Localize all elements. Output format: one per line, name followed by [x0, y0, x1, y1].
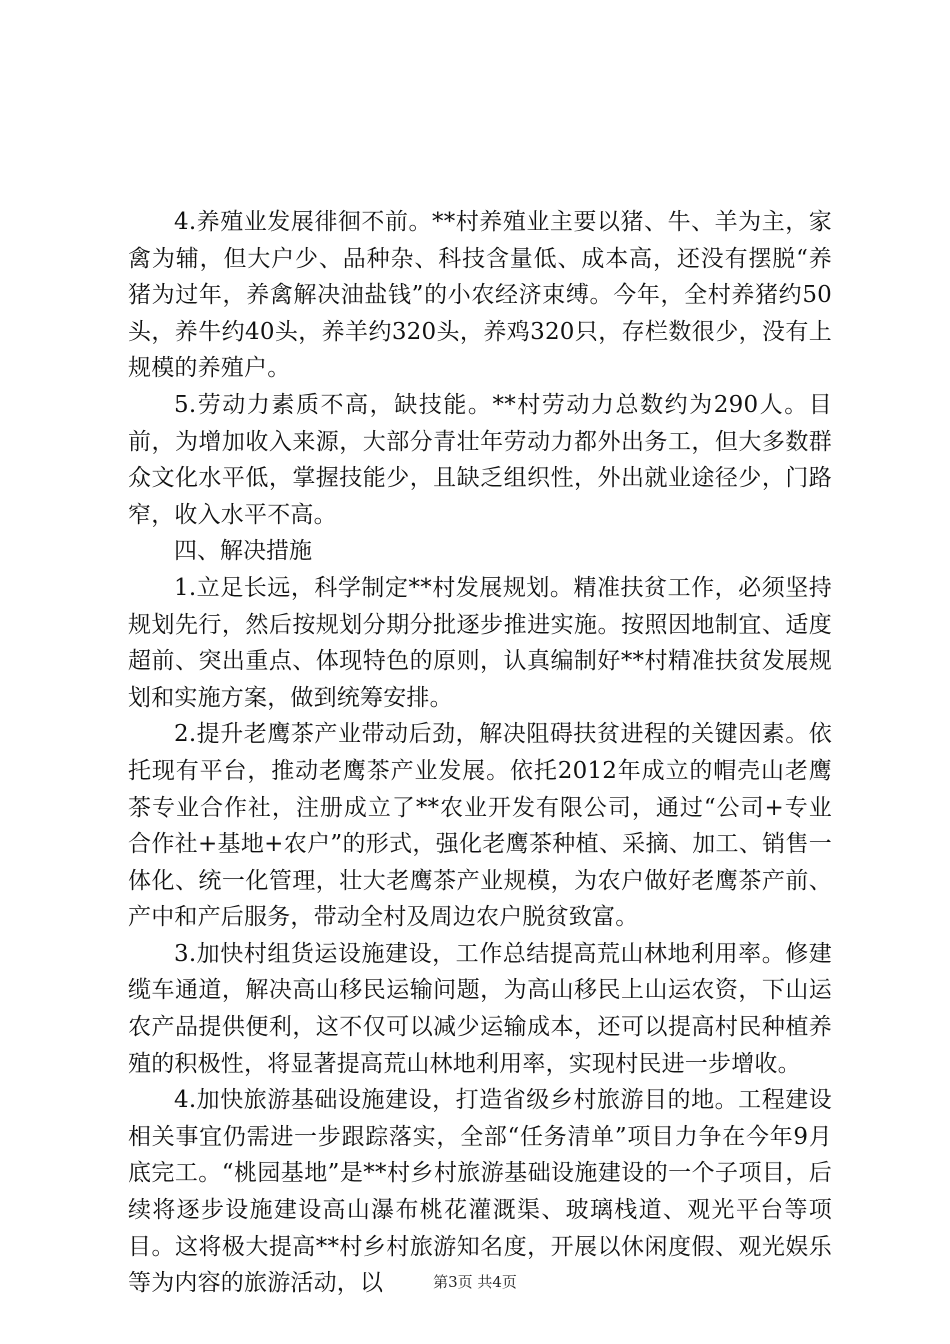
section-heading-measures: 四、解决措施	[174, 538, 312, 565]
paragraph-tea-industry: 2.提升老鹰茶产业带动后劲，解决阻碍扶贫进程的关键因素。依托现有平台，推动老鹰茶产业发展。依托2012年成立的帽壳山老鹰茶专业合作社，注册成立了**农业开发有限公司，通过“公司+专业合作社+基地+农户”的形式，强化老鹰茶种植、采摘、加工、销售一体化、统一化管理，壮大老鹰茶产业规模，为农户做好老鹰茶产前、产中和产后服务，带动全村及周边农户脱贫致富。	[128, 721, 832, 931]
page-footer: 第3页 共4页	[433, 1273, 517, 1291]
paragraph-livestock: 4.养殖业发展徘徊不前。**村养殖业主要以猪、牛、羊为主，家禽为辅，但大户少、品种杂、科技含量低、成本高，还没有摆脱“养猪为过年，养禽解决油盐钱”的小农经济束缚。今年，全村养猪约50头，养牛约40头，养羊约320头，养鸡320只，存栏数很少，没有上规模的养殖户。	[128, 209, 832, 382]
paragraph-tourism: 4.加快旅游基础设施建设，打造省级乡村旅游目的地。工程建设相关事宜仍需进一步跟踪落实，全部“任务清单”项目力争在今年9月底完工。“桃园基地”是**村乡村旅游基础设施建设的一个子项目，后续将逐步设施建设高山瀑布桃花灌溉渠、玻璃栈道、观光平台等项目。这将极大提高**村乡村旅游知名度，开展以休闲度假、观光娱乐等为内容的旅游活动，以	[128, 1087, 832, 1297]
paragraph-planning: 1.立足长远，科学制定**村发展规划。精准扶贫工作，必须坚持规划先行，然后按规划分期分批逐步推进实施。按照因地制宜、适度超前、突出重点、体现特色的原则，认真编制好**村精准扶贫发展规划和实施方案，做到统筹安排。	[128, 574, 832, 711]
document-body	[128, 204, 832, 1302]
paragraph-transport: 3.加快村组货运设施建设，工作总结提高荒山林地利用率。修建缆车通道，解决高山移民运输问题，为高山移民上山运农资，下山运农产品提供便利，这不仅可以减少运输成本，还可以提高村民种植养殖的积极性，将显著提高荒山林地利用率，实现村民进一步增收。	[128, 940, 832, 1077]
paragraph-labor: 5.劳动力素质不高，缺技能。**村劳动力总数约为290人。目前，为增加收入来源，大部分青壮年劳动力都外出务工，但大多数群众文化水平低，掌握技能少，且缺乏组织性，外出就业途径少，门路窄，收入水平不高。	[128, 391, 832, 528]
